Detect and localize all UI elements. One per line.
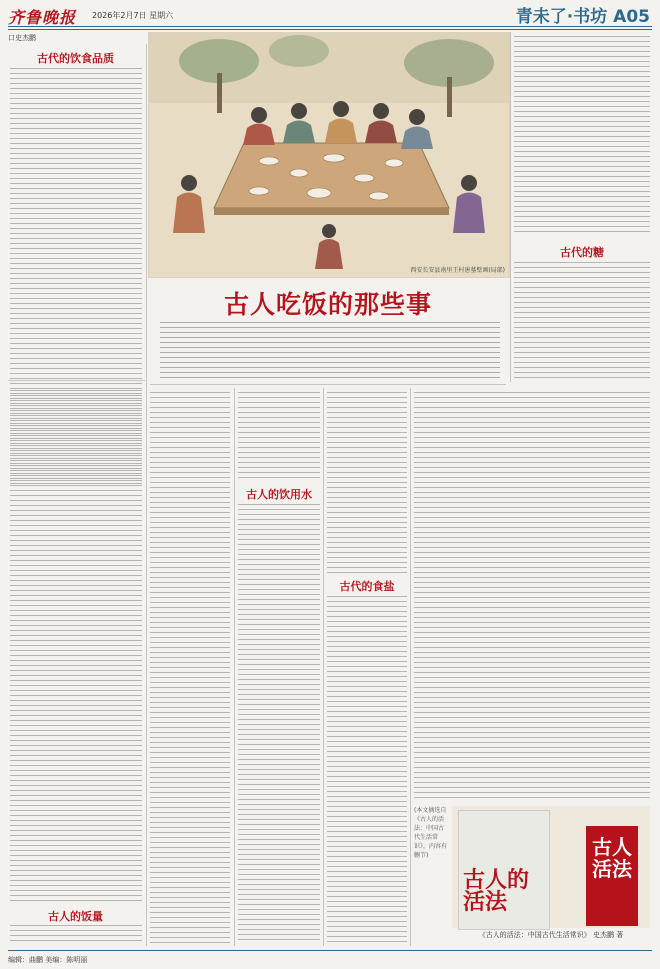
book-spine: [586, 826, 638, 926]
book-caption: 《古人的活法：中国古代生活常识》 史杰鹏 著: [478, 931, 624, 939]
column-title-salt: 古代的食盐: [339, 580, 395, 593]
column-text-3a: [238, 392, 320, 482]
column-text-4b: [327, 596, 407, 944]
column-text-5b: [514, 262, 650, 382]
column-title-appetite: 古人的饭量: [48, 910, 103, 923]
section-title: 青未了·书坊 A05: [515, 7, 650, 27]
editor-credits: 编辑：曲鹏 美编：陈明丽: [8, 956, 88, 964]
column-text-4a: [327, 392, 407, 574]
column-text-5c: [414, 392, 650, 802]
masthead-rule-thin: [8, 29, 652, 30]
excerpt-note: (本文摘选自《古人的活法：中国古代生活常识》，内容有删节): [414, 807, 448, 859]
column-rule: [410, 388, 411, 946]
column-rule: [146, 44, 147, 946]
article-headline: 古人吃饭的那些事: [223, 290, 432, 319]
column-text-5a: [514, 36, 650, 236]
footer-rule: [8, 950, 652, 951]
column-text-1c: [10, 925, 142, 945]
masthead-rule: [8, 26, 652, 27]
book-cover-image: [452, 806, 650, 928]
column-text-1b: [10, 390, 142, 905]
column-title-food-quality: 古代的饮食品质: [37, 52, 114, 65]
intro-divider: [150, 384, 506, 385]
column-title-sugar: 古代的糖: [560, 246, 604, 259]
newspaper-logo: 齐鲁晚报: [8, 8, 77, 27]
book-cover-title: 古人的活法: [463, 867, 530, 915]
column-rule: [510, 32, 511, 382]
column-rule: [234, 388, 235, 946]
issue-date: 2026年2月7日 星期六: [92, 11, 174, 20]
byline: 口史杰鹏: [8, 34, 36, 42]
column-divider: [8, 380, 145, 381]
book-front-cover: [458, 810, 550, 930]
column-text-3b: [238, 504, 320, 944]
column-text-2: [150, 392, 230, 944]
article-intro: [160, 322, 500, 378]
column-title-drinking-water: 古人的饮用水: [246, 488, 312, 501]
mural-caption: 西安长安县南里王村唐墓壁画(局部): [410, 267, 505, 274]
banquet-mural-illustration: [149, 33, 509, 277]
book-spine-title: 古人活法: [592, 835, 632, 881]
tang-mural-image: [148, 32, 510, 278]
column-rule: [323, 388, 324, 946]
